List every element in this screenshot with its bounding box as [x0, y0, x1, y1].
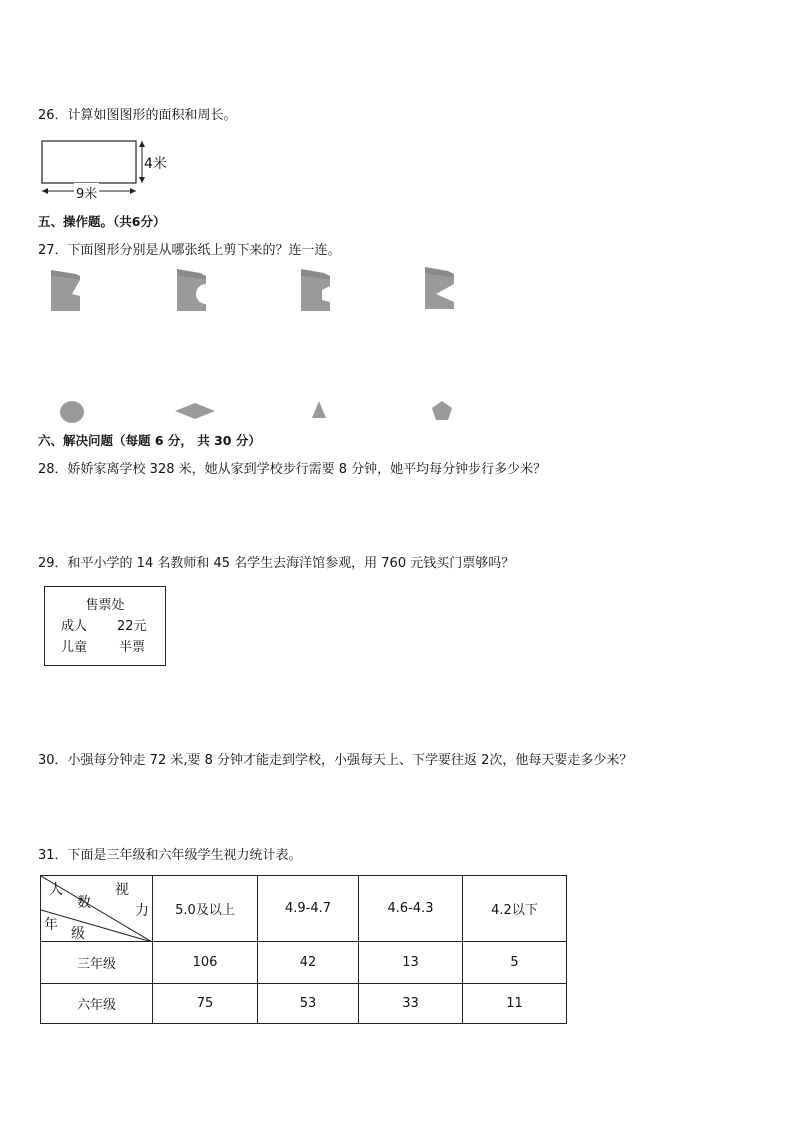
- col-header: 5.0及以上: [153, 876, 258, 942]
- triangle-shape: [308, 398, 330, 422]
- cell-value: 13: [359, 942, 463, 984]
- child-price: 半票: [119, 640, 146, 655]
- vision-statistics-table: [40, 875, 567, 1024]
- cell-value: 106: [153, 942, 258, 984]
- corner-ren: 人: [49, 882, 63, 898]
- q31-text: 31．下面是三年级和六年级学生视力统计表。: [38, 848, 302, 863]
- folded-paper-triangle-cut: [422, 264, 458, 312]
- height-label: 4米: [144, 153, 167, 173]
- table-row: [41, 942, 567, 984]
- width-label: 9米: [74, 183, 99, 202]
- row-grade: 六年级: [41, 984, 153, 1024]
- ticket-office-title: 售票处: [85, 598, 125, 613]
- adult-price: 22元: [117, 619, 147, 634]
- col-header: 4.2以下: [463, 876, 567, 942]
- cell-value: 42: [258, 942, 359, 984]
- col-header: 4.6-4.3: [359, 876, 463, 942]
- section-5-heading: 五、操作题。（共6分）: [38, 214, 166, 229]
- q28-text: 28．娇娇家离学校 328 米，她从家到学校步行需要 8 分钟，她平均每分钟步行多少米？: [38, 462, 547, 477]
- cell-value: 53: [258, 984, 359, 1024]
- ticket-price-box: [44, 586, 166, 666]
- corner-shi: 视: [115, 882, 129, 898]
- adult-label: 成人: [61, 619, 88, 634]
- corner-shu: 数: [77, 895, 91, 911]
- corner-li: 力: [135, 903, 149, 919]
- cell-value: 11: [463, 984, 567, 1024]
- q29-text: 29．和平小学的 14 名教师和 45 名学生去海洋馆参观，用 760 元钱买门票够吗？: [38, 556, 515, 571]
- table-corner-header: [41, 876, 153, 942]
- folded-paper-square-cut: [298, 266, 334, 314]
- table-row: [41, 984, 567, 1024]
- q26-text: 26．计算如图图形的面积和周长。: [38, 108, 237, 123]
- q30-text: 30．小强每分钟走 72 米,要 8 分钟才能走到学校，小强每天上、下学要往返 2次，他每天要走多少米？: [38, 753, 633, 768]
- pentagon-shape: [429, 399, 455, 423]
- circle-shape: [56, 398, 88, 426]
- cell-value: 33: [359, 984, 463, 1024]
- col-header: 4.9-4.7: [258, 876, 359, 942]
- cell-value: 5: [463, 942, 567, 984]
- cell-value: 75: [153, 984, 258, 1024]
- section-6-heading: 六、解决问题（每题 6 分， 共 30 分）: [38, 433, 261, 448]
- corner-ji: 级: [71, 926, 85, 942]
- child-label: 儿童: [61, 640, 88, 655]
- folded-paper-notch-z: [48, 266, 84, 314]
- q27-text: 27．下面图形分别是从哪张纸上剪下来的？连一连。: [38, 243, 341, 258]
- folded-paper-semicircle-cut: [174, 266, 210, 314]
- corner-nian: 年: [44, 917, 58, 933]
- rhombus-shape: [173, 400, 217, 422]
- row-grade: 三年级: [41, 942, 153, 984]
